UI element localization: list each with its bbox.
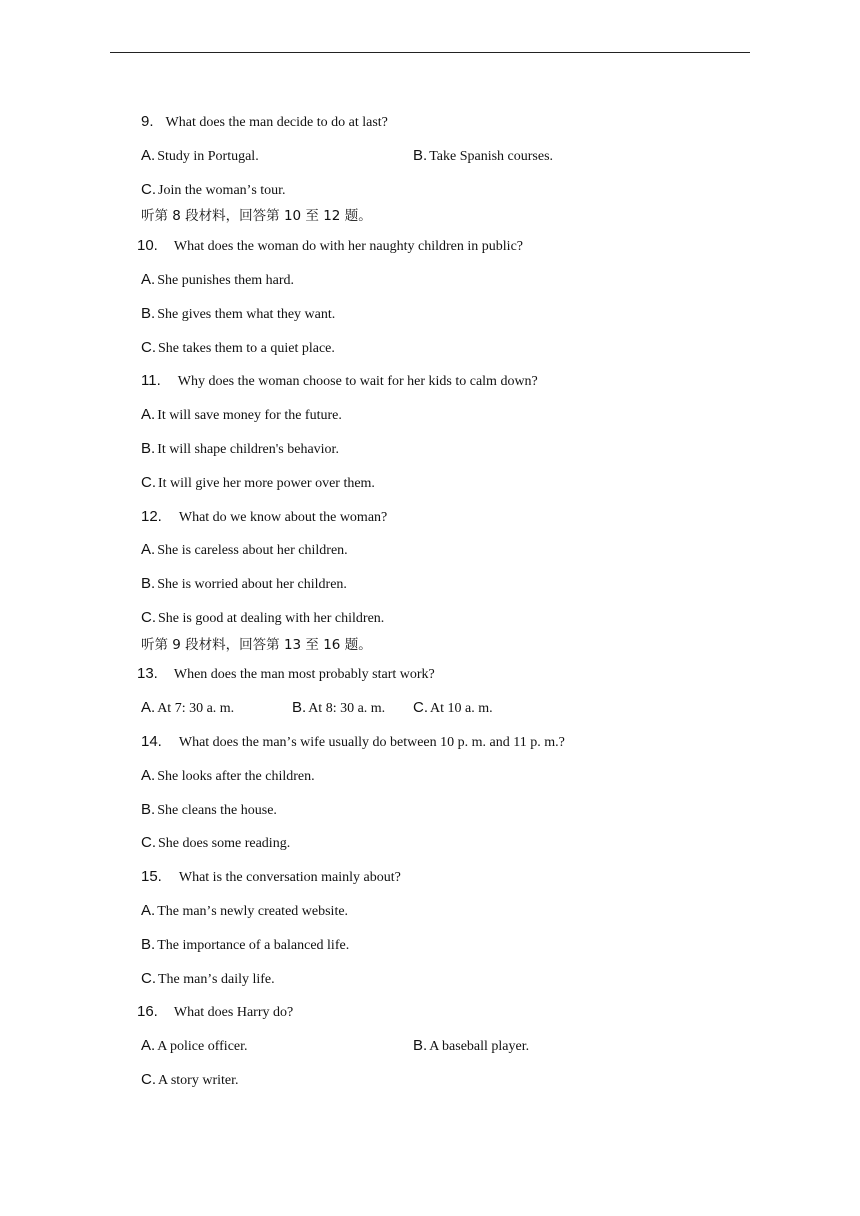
question-text: What is the conversation mainly about? bbox=[178, 870, 401, 885]
option-text: The importance of a balanced life. bbox=[157, 938, 350, 953]
q9-option-c bbox=[141, 181, 286, 200]
section-heading-9: 听第 9 段材料，回答第 13 至 16 题。 bbox=[141, 637, 372, 653]
q12-option-c bbox=[141, 609, 384, 628]
option-letter: C. bbox=[141, 834, 156, 851]
option-text: She takes them to a quiet place. bbox=[158, 341, 335, 356]
option-letter: C. bbox=[413, 699, 428, 716]
q10-option-b bbox=[141, 305, 335, 324]
option-letter: A. bbox=[141, 271, 156, 288]
question-number: 14. bbox=[141, 733, 162, 750]
option-text: A story writer. bbox=[158, 1073, 239, 1088]
option-letter: A. bbox=[141, 541, 156, 558]
question-number: 11. bbox=[141, 372, 161, 389]
option-text: She cleans the house. bbox=[157, 803, 277, 818]
question-text: What does the man decide to do at last? bbox=[165, 115, 388, 130]
question-14 bbox=[141, 733, 565, 752]
option-letter: B. bbox=[413, 1037, 428, 1054]
option-letter: C. bbox=[141, 609, 156, 626]
q15-option-b bbox=[141, 936, 349, 955]
option-letter: A. bbox=[141, 902, 156, 919]
question-12 bbox=[141, 508, 387, 527]
option-text: It will save money for the future. bbox=[157, 408, 342, 423]
option-text: She does some reading. bbox=[158, 836, 291, 851]
option-letter: A. bbox=[141, 147, 156, 164]
option-letter: A. bbox=[141, 767, 156, 784]
option-letter: B. bbox=[292, 699, 307, 716]
option-text: At 8: 30 a. m. bbox=[308, 701, 386, 716]
q14-option-a bbox=[141, 767, 315, 786]
question-16 bbox=[137, 1003, 293, 1022]
question-text: What does the manʼs wife usually do between 10 p. m. and 11 p. m.? bbox=[178, 735, 565, 750]
question-text: Why does the woman choose to wait for her kids to calm down? bbox=[177, 374, 538, 389]
question-number: 15. bbox=[141, 868, 162, 885]
option-letter: B. bbox=[413, 147, 428, 164]
option-text: She is careless about her children. bbox=[157, 543, 348, 558]
option-text: At 7: 30 a. m. bbox=[157, 701, 235, 716]
q16-option-a bbox=[141, 1037, 248, 1056]
question-13 bbox=[137, 665, 435, 684]
option-letter: C. bbox=[141, 970, 156, 987]
question-number: 16. bbox=[137, 1003, 158, 1020]
option-letter: A. bbox=[141, 1037, 156, 1054]
q13-option-c bbox=[413, 699, 493, 718]
q9-option-b bbox=[413, 147, 553, 166]
q15-option-a bbox=[141, 902, 348, 921]
option-letter: C. bbox=[141, 1071, 156, 1088]
option-letter: A. bbox=[141, 406, 156, 423]
option-text: It will shape children's behavior. bbox=[157, 442, 339, 457]
option-letter: B. bbox=[141, 801, 156, 818]
question-text: What does Harry do? bbox=[173, 1005, 294, 1020]
q9-option-a bbox=[141, 147, 259, 166]
q15-option-c bbox=[141, 970, 275, 989]
option-letter: B. bbox=[141, 575, 156, 592]
q12-option-b bbox=[141, 575, 347, 594]
question-number: 9. bbox=[141, 113, 154, 130]
option-letter: C. bbox=[141, 339, 156, 356]
option-text: A police officer. bbox=[157, 1039, 248, 1054]
option-text: A baseball player. bbox=[429, 1039, 530, 1054]
q14-option-b bbox=[141, 801, 277, 820]
option-text: Take Spanish courses. bbox=[429, 149, 554, 164]
question-text: When does the man most probably start work? bbox=[173, 667, 435, 682]
header-rule bbox=[110, 52, 750, 53]
q10-option-c bbox=[141, 339, 335, 358]
option-text: She gives them what they want. bbox=[157, 307, 336, 322]
q14-option-c bbox=[141, 834, 290, 853]
option-text: It will give her more power over them. bbox=[158, 476, 375, 491]
q11-option-b bbox=[141, 440, 339, 459]
option-text: At 10 a. m. bbox=[430, 701, 493, 716]
question-text: What do we know about the woman? bbox=[178, 510, 388, 525]
option-text: Join the womanʼs tour. bbox=[158, 183, 286, 198]
q16-option-b bbox=[413, 1037, 529, 1056]
option-text: The manʼs newly created website. bbox=[157, 904, 349, 919]
option-text: She is good at dealing with her children. bbox=[158, 611, 385, 626]
option-letter: A. bbox=[141, 699, 156, 716]
option-letter: C. bbox=[141, 474, 156, 491]
option-letter: C. bbox=[141, 181, 156, 198]
question-10 bbox=[137, 237, 523, 256]
q16-option-c bbox=[141, 1071, 239, 1090]
option-letter: B. bbox=[141, 305, 156, 322]
option-text: She is worried about her children. bbox=[157, 577, 347, 592]
question-text: What does the woman do with her naughty children in public? bbox=[173, 239, 523, 254]
q10-option-a bbox=[141, 271, 294, 290]
question-number: 13. bbox=[137, 665, 158, 682]
q11-option-a bbox=[141, 406, 342, 425]
q11-option-c bbox=[141, 474, 375, 493]
option-text: The manʼs daily life. bbox=[158, 972, 275, 987]
question-15 bbox=[141, 868, 401, 887]
q13-option-a bbox=[141, 699, 234, 718]
question-number: 10. bbox=[137, 237, 158, 254]
question-9 bbox=[141, 113, 388, 132]
option-letter: B. bbox=[141, 936, 156, 953]
q13-option-b bbox=[292, 699, 385, 718]
q12-option-a bbox=[141, 541, 348, 560]
question-number: 12. bbox=[141, 508, 162, 525]
option-letter: B. bbox=[141, 440, 156, 457]
section-heading-8: 听第 8 段材料，回答第 10 至 12 题。 bbox=[141, 208, 372, 224]
option-text: Study in Portugal. bbox=[157, 149, 259, 164]
question-11 bbox=[141, 372, 538, 391]
option-text: She punishes them hard. bbox=[157, 273, 295, 288]
option-text: She looks after the children. bbox=[157, 769, 315, 784]
